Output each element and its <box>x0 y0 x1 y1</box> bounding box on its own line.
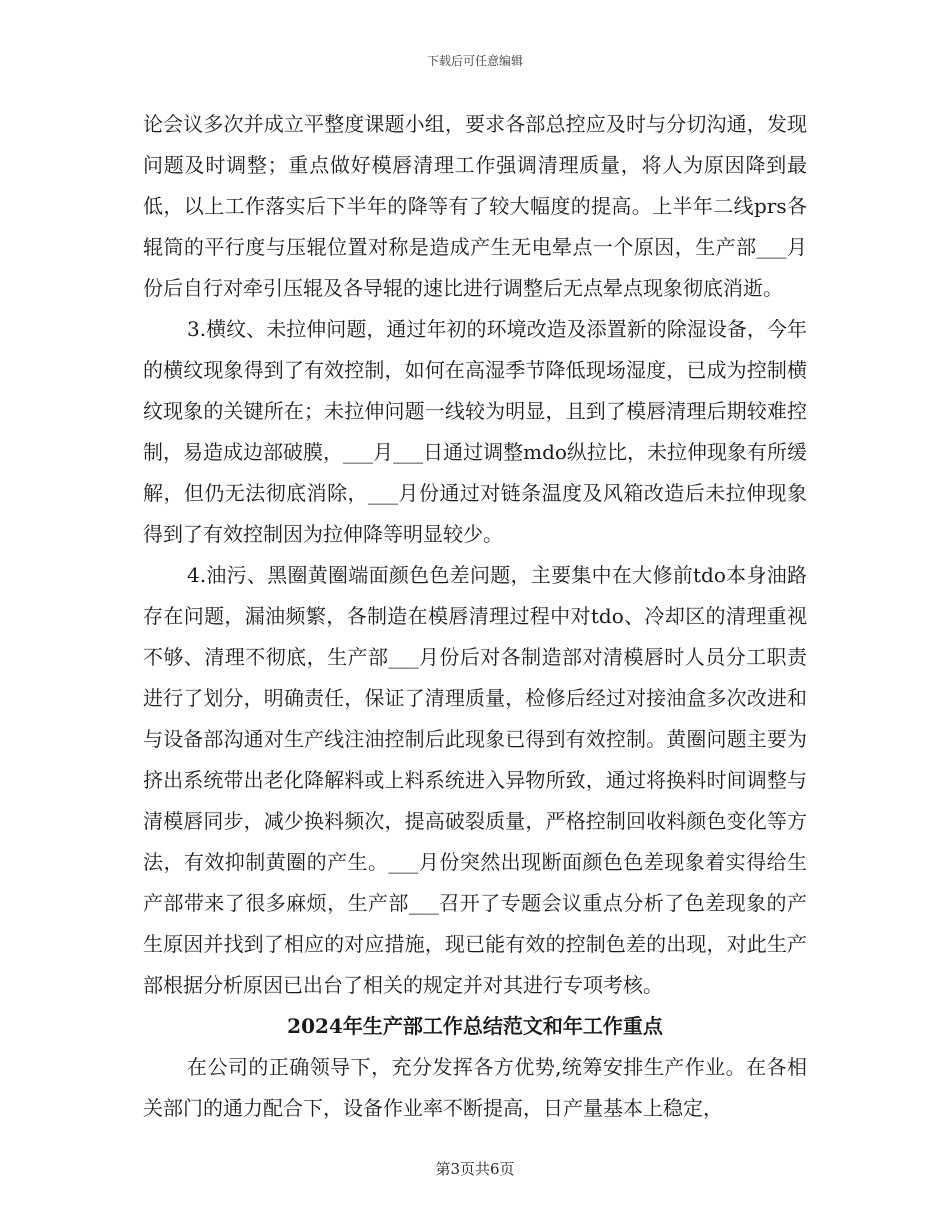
page-number: 第3页共6页 <box>435 1160 515 1178</box>
paragraph-intro: 在公司的正确领导下，充分发挥各方优势,统筹安排生产作业。在各相关部门的通力配合下，设备作业率不断提高，日产量基本上稳定， <box>143 1055 807 1120</box>
paragraph-item-4: 4.油污、黑圈黄圈端面颜色色差问题，主要集中在大修前tdo本身油路存在问题，漏油频繁，各制造在模唇清理过程中对tdo、冷却区的清理重视不够、清理不彻底，生产部___月份后对各制造部对清模唇时人员分工职责进行了划分，明确责任，保证了清理质量，检修后经过对接油盒多次改进和与设备部沟通对生产线注油控制后此现象已得到有效控制。黄圈问题主要为挤出系统带出老化降解料或上料系统进入异物所致，通过将换料时间调整与清模唇同步，减少换料频次，提高破裂质量，严格控制回收料颜色变化等方法，有效抑制黄圈的产生。___月份突然出现断面颜色色差现象着实得给生产部带来了很多麻烦，生产部___召开了专题会议重点分析了色差现象的产生原因并找到了相应的对应措施，现已能有效的控制色差的出现，对此生产部根据分析原因已出台了相关的规定并对其进行专项考核。 <box>143 563 807 997</box>
section-title: 2024年生产部工作总结范文和年工作重点 <box>287 1014 663 1038</box>
page-header: 下载后可任意编辑 <box>426 54 523 68</box>
document-body <box>143 104 807 1129</box>
paragraph-item-3: 3.横纹、未拉伸问题，通过年初的环境改造及添置新的除湿设备，今年的横纹现象得到了有效控制，如何在高湿季节降低现场湿度，已成为控制横纹现象的关键所在；未拉伸问题一线较为明显，且到了模唇清理后期较难控制，易造成边部破膜，___月___日通过调整mdo纵拉比，未拉伸现象有所缓解，但仍无法彻底消除，___月份通过对链条温度及风箱改造后未拉伸现象得到了有效控制因为拉伸降等明显较少。 <box>143 317 807 546</box>
paragraph-continued: 论会议多次并成立平整度课题小组，要求各部总控应及时与分切沟通，发现问题及时调整；重点做好模唇清理工作强调清理质量，将人为原因降到最低，以上工作落实后下半年的降等有了较大幅度的提高。上半年二线prs各辊筒的平行度与压辊位置对称是造成产生无电晕点一个原因，生产部___月份后自行对牵引压辊及各导辊的速比进行调整后无点晕点现象彻底消逝。 <box>143 112 807 300</box>
